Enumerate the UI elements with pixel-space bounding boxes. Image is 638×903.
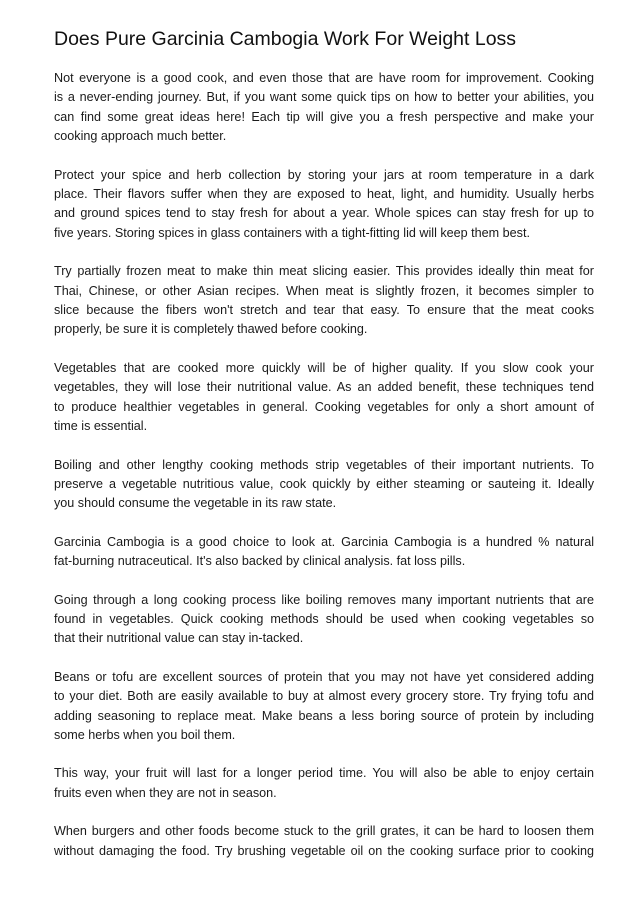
text-line: found in vegetables. Quick cooking methods should be used when cooking vegetables so <box>54 611 594 626</box>
text-line: and ground spices tend to stay fresh for about a year. Whole spices can stay fresh for up to <box>54 206 594 221</box>
text-line: is a never-ending journey. But, if you want some quick tips on how to better your abilities, you <box>54 90 594 105</box>
text-line: Going through a long cooking process like boiling removes many important nutrients that are <box>54 592 594 607</box>
text-line: preserve a vegetable nutritious value, cook quickly by either steaming or sauteing it. Ideally <box>54 476 594 491</box>
document-title: Does Pure Garcinia Cambogia Work For Weight Loss <box>54 28 517 50</box>
paragraph <box>54 822 594 861</box>
text-line: time is essential. <box>54 419 148 434</box>
paragraph <box>54 69 594 147</box>
text-line: Boiling and other lengthy cooking methods strip vegetables of their important nutrients. To <box>54 457 594 472</box>
text-line: to produce healthier vegetables in general. Cooking vegetables for only a short amount of <box>54 399 594 414</box>
document-body <box>54 69 594 861</box>
text-line: adding seasoning to replace meat. Make beans a less boring source of protein by including <box>54 708 594 723</box>
text-line: some herbs when you boil them. <box>54 727 236 742</box>
text-line: Vegetables that are cooked more quickly will be of higher quality. If you slow cook your <box>54 360 594 375</box>
text-line: to your diet. Both are easily available to buy at almost every grocery store. Try frying tofu and <box>54 689 594 704</box>
paragraph <box>54 166 594 244</box>
text-line: you should consume the vegetable in its raw state. <box>54 496 337 511</box>
text-line: Thai, Chinese, or other Asian recipes. When meat is slightly frozen, it becomes simpler to <box>54 283 594 298</box>
text-line: vegetables, they will lose their nutritional value. As an added benefit, these techniques tend <box>54 380 594 395</box>
paragraph <box>54 533 594 572</box>
text-line: This way, your fruit will last for a longer period time. You will also be able to enjoy certain <box>54 766 594 781</box>
text-line: Not everyone is a good cook, and even those that are have room for improvement. Cooking <box>54 71 594 85</box>
paragraph <box>54 764 594 803</box>
paragraph <box>54 262 594 340</box>
text-line: Garcinia Cambogia is a good choice to look at. Garcinia Cambogia is a hundred % natural <box>54 534 594 549</box>
text-line: Try partially frozen meat to make thin meat slicing easier. This provides ideally thin meat for <box>54 264 594 279</box>
text-line: fat-burning nutraceutical. It's also backed by clinical analysis. fat loss pills. <box>54 554 466 569</box>
text-line: five years. Storing spices in glass containers with a tight-fitting lid will keep them best. <box>54 225 530 240</box>
paragraph <box>54 359 594 437</box>
paragraph <box>54 668 594 746</box>
paragraph <box>54 456 594 514</box>
text-line: When burgers and other foods become stuck to the grill grates, it can be hard to loosen them <box>54 824 594 839</box>
text-line: without damaging the food. Try brushing vegetable oil on the cooking surface prior to cooking <box>54 843 594 858</box>
text-line: fruits even when they are not in season. <box>54 785 277 800</box>
paragraph <box>54 591 594 649</box>
text-line: properly, be sure it is completely thawed before cooking. <box>54 322 368 337</box>
text-line: Beans or tofu are excellent sources of protein that you may not have yet considered adding <box>54 669 594 684</box>
document-page <box>54 26 594 880</box>
text-line: slice because the fibers won't stretch and tear that easy. To ensure that the meat cooks <box>54 303 594 318</box>
text-line: place. Their flavors suffer when they are exposed to heat, light, and humidity. Usually herbs <box>54 187 594 202</box>
text-line: Protect your spice and herb collection by storing your jars at room temperature in a dark <box>54 167 594 182</box>
text-line: cooking approach much better. <box>54 129 227 144</box>
text-line: that their nutritional value can stay in-tacked. <box>54 631 304 646</box>
text-line: can find some great ideas here! Each tip will give you a fresh perspective and make your <box>54 109 594 124</box>
